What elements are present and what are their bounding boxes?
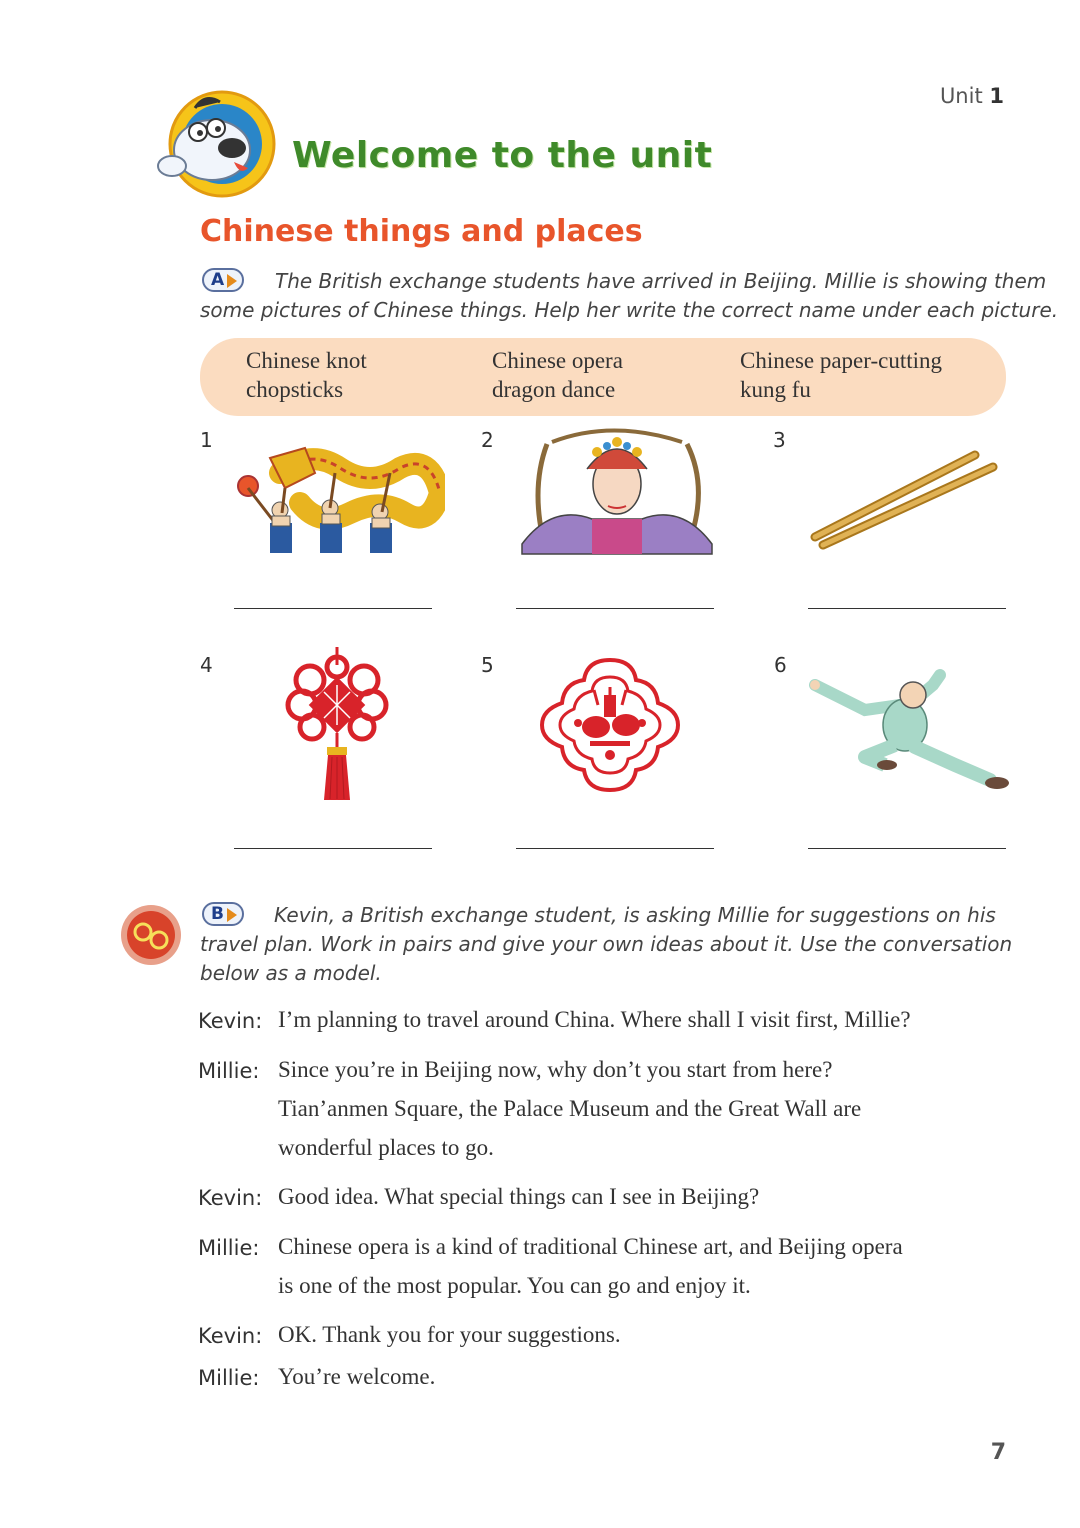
picture-number-2: 2: [481, 428, 494, 452]
dialogue-speaker: Kevin:: [198, 1009, 263, 1033]
picture-number-1: 1: [200, 428, 213, 452]
picture-number-4: 4: [200, 653, 213, 677]
dog-mascot-icon: [150, 88, 280, 203]
word-bank-item: kung fu: [740, 377, 811, 402]
pair-work-icon: [118, 902, 184, 968]
chopsticks-icon: [805, 445, 1005, 555]
word-bank-item: Chinese knot: [246, 348, 367, 373]
dialogue-line: Good idea. What special things can I see in Beijing?: [278, 1184, 760, 1209]
answer-line-6[interactable]: [808, 848, 1006, 849]
word-bank-item: chopsticks: [246, 377, 344, 402]
dialogue-speaker: Millie:: [198, 1366, 260, 1390]
word-bank-item: Chinese paper-cutting: [740, 348, 943, 373]
page-number: 7: [990, 1440, 1006, 1465]
word-bank-column-1: [246, 346, 367, 404]
dialogue-line: is one of the most popular. You can go and enjoy it.: [278, 1273, 751, 1298]
unit-number: 1: [989, 84, 1004, 108]
section-subtitle: Chinese things and places: [200, 214, 643, 249]
chinese-opera-icon: [512, 424, 717, 569]
unit-word: Unit: [939, 84, 983, 108]
dialogue-line: Tian’anmen Square, the Palace Museum and the Great Wall are: [278, 1096, 862, 1121]
dialogue-speaker: Millie:: [198, 1059, 260, 1083]
answer-line-4[interactable]: [234, 848, 432, 849]
badge-letter: B: [211, 904, 224, 924]
part-b-badge: [202, 902, 244, 926]
dragon-dance-icon: [230, 428, 445, 563]
part-a-instruction-line-2: some pictures of Chinese things. Help her write the correct name under each picture.: [200, 298, 1059, 322]
part-b-instruction-line-3: below as a model.: [200, 961, 382, 985]
dialogue-line: OK. Thank you for your suggestions.: [278, 1322, 621, 1347]
part-b-instruction-line-1: Kevin, a British exchange student, is asking Millie for suggestions on his: [274, 903, 996, 927]
word-bank-item: dragon dance: [492, 377, 616, 402]
answer-line-3[interactable]: [808, 608, 1006, 609]
word-bank-item: Chinese opera: [492, 348, 623, 373]
dialogue-line: You’re welcome.: [278, 1364, 436, 1389]
dialogue-line: Since you’re in Beijing now, why don’t you start from here?: [278, 1057, 833, 1082]
picture-number-3: 3: [773, 428, 786, 452]
dialogue-line: Chinese opera is a kind of traditional Chinese art, and Beijing opera: [278, 1234, 903, 1259]
page-title: Welcome to the unit: [292, 135, 713, 176]
kung-fu-icon: [805, 665, 1015, 800]
paper-cutting-icon: [538, 655, 683, 795]
word-bank-column-3: [740, 346, 942, 404]
chinese-knot-icon: [280, 645, 395, 805]
answer-line-2[interactable]: [516, 608, 714, 609]
dialogue-speaker: Kevin:: [198, 1186, 263, 1210]
dialogue-line: I’m planning to travel around China. Where shall I visit first, Millie?: [278, 1007, 911, 1032]
play-arrow-icon: [227, 908, 237, 922]
dialogue-speaker: Kevin:: [198, 1324, 263, 1348]
part-a-badge: [202, 268, 244, 292]
answer-line-5[interactable]: [516, 848, 714, 849]
dialogue-speaker: Millie:: [198, 1236, 260, 1260]
badge-letter: A: [211, 270, 225, 290]
dialogue-line: wonderful places to go.: [278, 1135, 494, 1160]
unit-label: [940, 84, 1004, 108]
answer-line-1[interactable]: [234, 608, 432, 609]
part-a-instruction-line-1: The British exchange students have arrived in Beijing. Millie is showing them: [275, 269, 1047, 293]
picture-number-6: 6: [774, 653, 787, 677]
picture-number-5: 5: [481, 653, 494, 677]
play-arrow-icon: [227, 274, 237, 288]
part-b-instruction-line-2: travel plan. Work in pairs and give your own ideas about it. Use the conversation: [200, 932, 1013, 956]
word-bank-column-2: [492, 346, 623, 404]
